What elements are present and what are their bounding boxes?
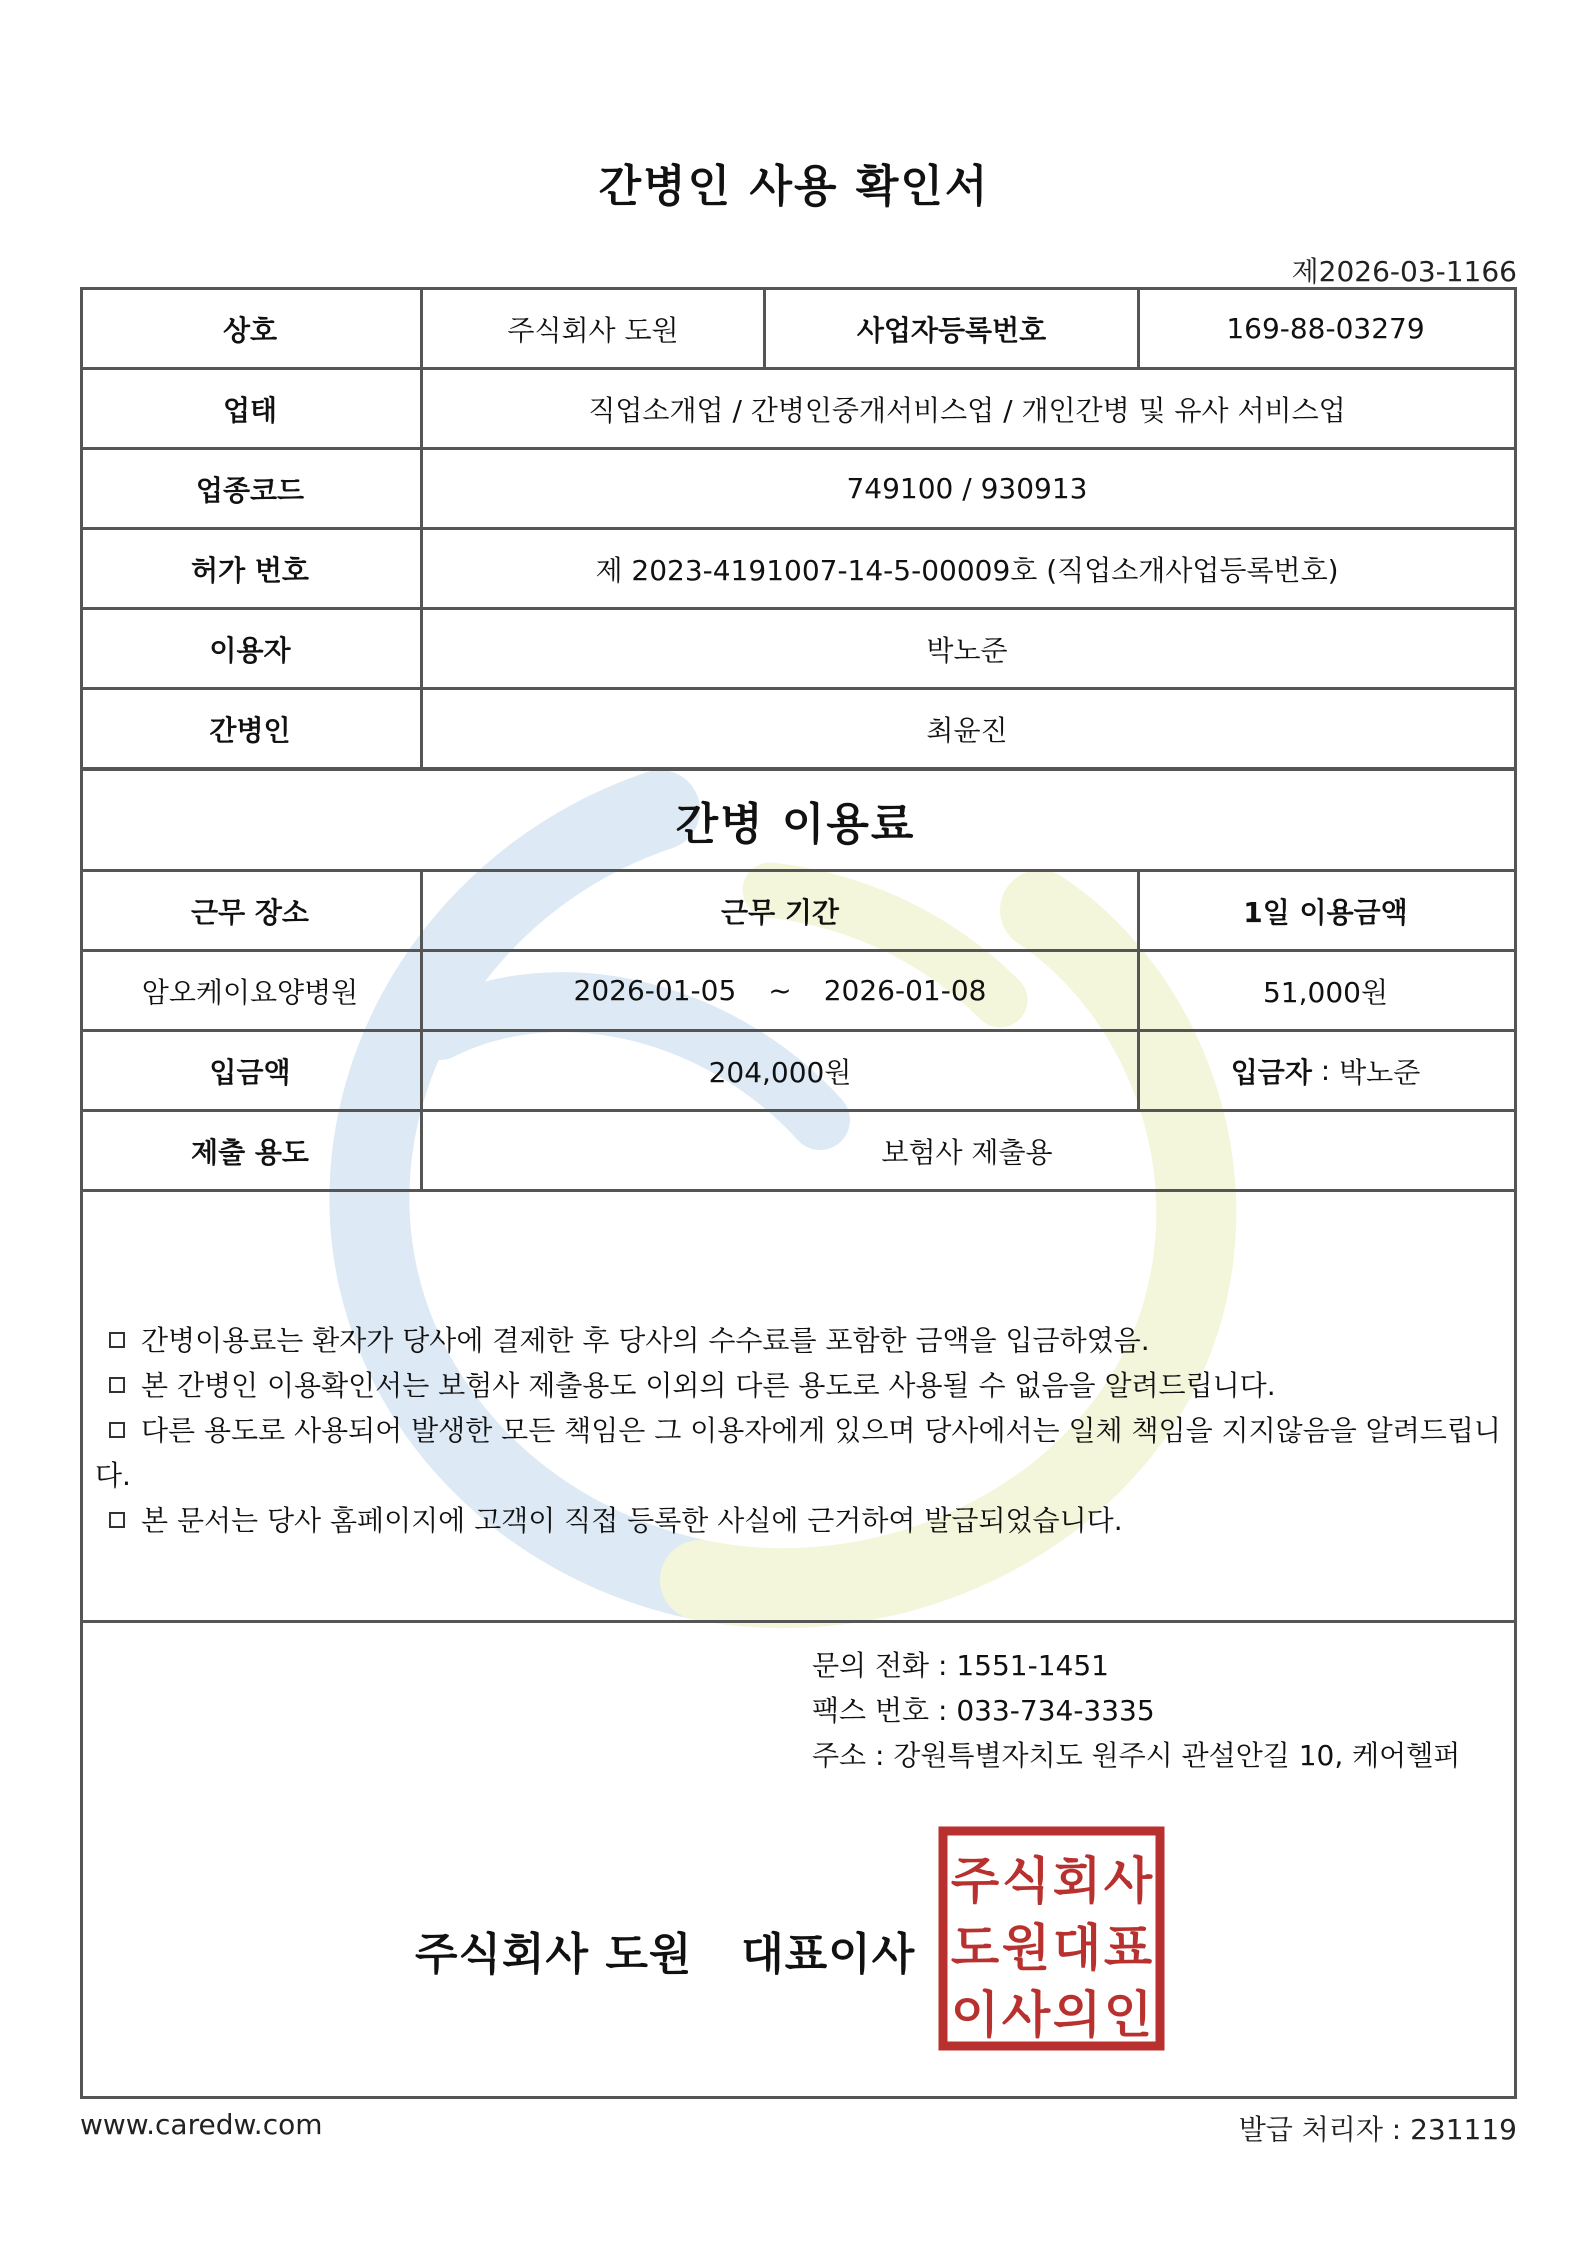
seal-glyph: 표 — [1103, 1919, 1153, 1977]
note-item: 본 간병인 이용확인서는 보험사 제출용도 이외의 다른 용도로 사용될 수 없음을 알려드립니다. — [95, 1363, 1505, 1408]
note-item: 간병이용료는 환자가 당사에 결제한 후 당사의 수수료를 포함한 금액을 입금하였음. — [95, 1318, 1505, 1363]
business-value: 직업소개업 / 간병인중개서비스업 / 개인간병 및 유사 서비스업 — [588, 393, 1346, 427]
business-label: 업태 — [80, 370, 423, 447]
depositor-separator: : — [1311, 1054, 1340, 1087]
square-bullet-icon — [109, 1332, 125, 1348]
row-code — [80, 450, 1517, 530]
period-end: 2026-01-08 — [823, 974, 987, 1007]
row-fee-title — [80, 771, 1517, 872]
row-license — [80, 530, 1517, 610]
seal-glyph: 도 — [950, 1919, 1000, 1977]
contact-address: 주소 : 강원특별자치도 원주시 관설안길 10, 케어헬퍼 — [812, 1739, 1461, 1772]
place-value: 암오케이요양병원 — [80, 952, 423, 1029]
row-business — [80, 370, 1517, 450]
company-value: 주식회사 도원 — [423, 290, 766, 367]
user-value: 박노준 — [926, 633, 1008, 667]
depositor-cell — [1140, 1032, 1511, 1109]
seal-glyph: 대 — [1052, 1919, 1102, 1977]
daily-value: 51,000원 — [1262, 975, 1389, 1009]
user-label: 이용자 — [80, 610, 423, 687]
issuer-info: 발급 처리자 : 231119 — [1238, 2113, 1517, 2146]
row-fee-values — [80, 952, 1517, 1032]
license-value: 제 2023-4191007-14-5-00009호 (직업소개사업등록번호) — [595, 553, 1339, 587]
bizno-value: 169-88-03279 — [1226, 312, 1425, 345]
fee-title: 간병 이용료 — [675, 799, 916, 850]
license-label: 허가 번호 — [80, 530, 423, 607]
row-caregiver — [80, 690, 1517, 771]
seal-glyph: 원 — [1001, 1919, 1051, 1977]
period-start: 2026-01-05 — [573, 974, 737, 1007]
row-deposit — [80, 1032, 1517, 1112]
deposit-label: 입금액 — [80, 1032, 423, 1109]
depositor-value: 박노준 — [1339, 1055, 1421, 1089]
website-link[interactable]: www.caredw.com — [80, 2108, 323, 2141]
contact-fax: 팩스 번호 : 033-734-3335 — [812, 1694, 1155, 1727]
seal-glyph: 사 — [1103, 1852, 1153, 1910]
section-divider — [80, 1620, 1517, 1623]
period-value — [423, 952, 1140, 1029]
seal-glyph: 식 — [1001, 1852, 1051, 1910]
row-user — [80, 610, 1517, 690]
caregiver-value: 최윤진 — [926, 713, 1008, 747]
seal-glyph: 주 — [950, 1852, 1000, 1910]
code-value: 749100 / 930913 — [846, 472, 1088, 505]
caregiver-label: 간병인 — [80, 690, 423, 767]
place-label: 근무 장소 — [80, 872, 423, 949]
code-label: 업종코드 — [80, 450, 423, 527]
depositor-label: 입금자 — [1230, 1055, 1312, 1089]
contact-info — [812, 1643, 1460, 1778]
note-item: 다른 용도로 사용되어 발생한 모든 책임은 그 이용자에게 있으며 당사에서는 일체 책임을 지지않음을 알려드립니다. — [95, 1414, 1501, 1492]
notes-section — [95, 1318, 1505, 1543]
square-bullet-icon — [109, 1422, 125, 1438]
seal-glyph: 회 — [1052, 1852, 1102, 1910]
note-item: 본 문서는 당사 홈페이지에 고객이 직접 등록한 사실에 근거하여 발급되었습니다. — [95, 1498, 1505, 1543]
seal-glyph: 이 — [950, 1986, 1000, 2044]
company-label: 상호 — [80, 290, 423, 367]
purpose-label: 제출 용도 — [80, 1112, 423, 1189]
contact-phone: 문의 전화 : 1551-1451 — [812, 1649, 1109, 1682]
document-title: 간병인 사용 확인서 — [598, 161, 990, 212]
deposit-value: 204,000원 — [423, 1032, 1140, 1109]
period-label: 근무 기간 — [423, 872, 1140, 949]
purpose-value: 보험사 제출용 — [881, 1135, 1053, 1169]
square-bullet-icon — [109, 1512, 125, 1528]
seal-glyph: 사 — [1001, 1986, 1051, 2044]
square-bullet-icon — [109, 1377, 125, 1393]
row-company — [80, 290, 1517, 370]
daily-label: 1일 이용금액 — [1243, 895, 1408, 929]
row-fee-header — [80, 872, 1517, 952]
document-number: 제2026-03-1166 — [1291, 255, 1517, 288]
signer-name: 주식회사 도원 대표이사 — [415, 1929, 916, 1980]
company-seal — [938, 1826, 1165, 2051]
period-separator: ~ — [768, 974, 792, 1007]
seal-glyph: 인 — [1103, 1986, 1153, 2044]
row-purpose — [80, 1112, 1517, 1192]
seal-glyph: 의 — [1052, 1986, 1102, 2044]
bizno-label: 사업자등록번호 — [766, 290, 1140, 367]
